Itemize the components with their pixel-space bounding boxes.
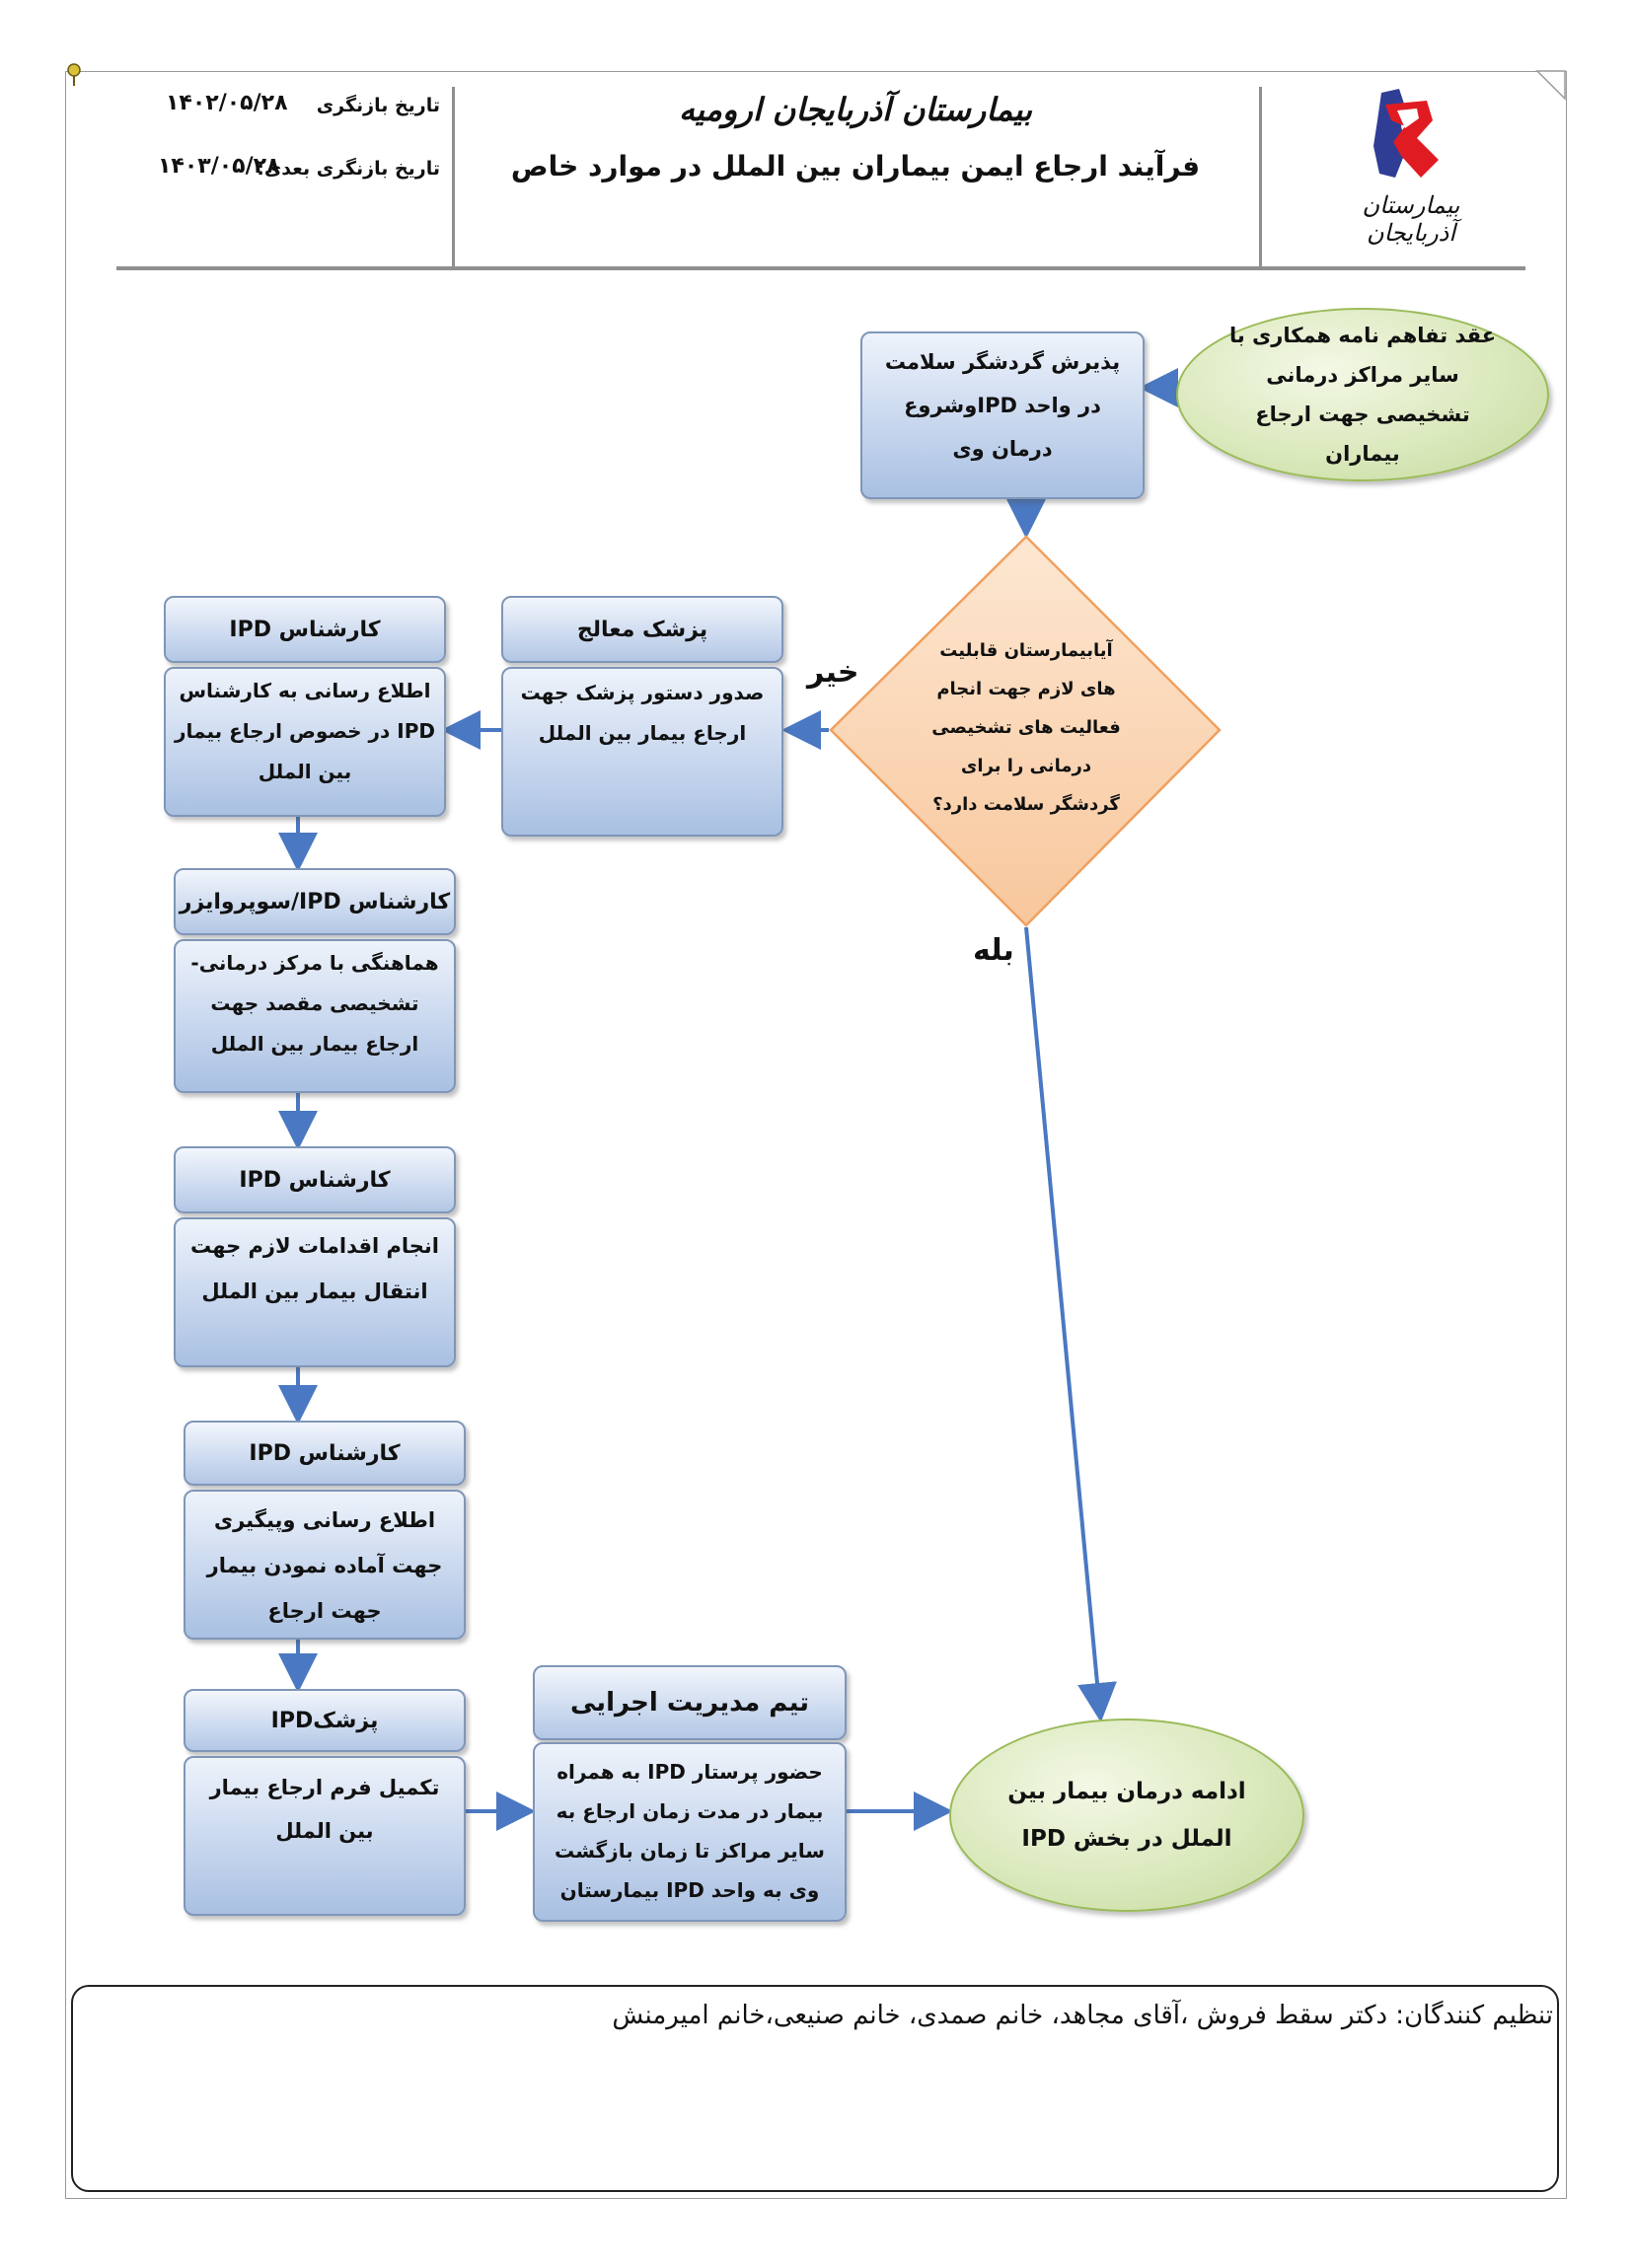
exec-team-task: حضور پرستار IPD به همراه بیمار در مدت زمان ارجاع به سایر مراکز تا زمان بازگشت وی به واحد IPD بیمارستان [555,1760,825,1902]
start-oval [1176,308,1549,481]
process-title: فرآیند ارجاع ایمن بیماران بین الملل در موارد خاص [510,150,1201,183]
next-review-value: ۱۴۰۳/۰۵/۲۸ [158,154,280,179]
ipd-expert-2-role: کارشناس IPD [239,1167,391,1193]
admission-text: پذیرش گردشگر سلامت در واحد IPDوشروع درمان وی [884,350,1121,461]
no-label: خیر [807,655,859,690]
physician-role-box [501,596,783,663]
physician-role: پزشک معالج [576,617,708,642]
decision-text: آیابیمارستان قابلیت های لازم جهت انجام فعالیت های تشخیصی درمانی را برای گردشگر سلامت دارد؟ [931,640,1121,815]
ipd-supervisor-role-box [174,868,456,935]
end-oval-text: ادامه درمان بیمار بین الملل در بخش IPD [1007,1779,1246,1852]
ipd-expert-3-role-box [184,1421,466,1486]
ipd-physician-task: تکمیل فرم ارجاع بیمار بین الملل [209,1776,440,1843]
ipd-expert-1-task: اطلاع رسانی به کارشناس IPD در خصوص ارجاع بیمار بین الملل [175,679,435,783]
ipd-physician-role-box [184,1689,466,1752]
ipd-physician-role: پزشکIPD [270,1708,379,1733]
yes-label: بله [973,933,1014,968]
physician-task: صدور دستور پزشک جهت ارجاع بیمار بین الملل [520,681,765,745]
hospital-name: بیمارستان آذربایجان ارومیه [678,91,1033,128]
prepared-by: تنظیم کنندگان: دکتر سقط فروش ،آقای مجاهد، خانم صمدی، خانم صنیعی،خانم امیرمنش [612,2001,1553,2030]
exec-team-role: تیم مدیریت اجرایی [570,1688,810,1718]
next-review-label: تاریخ بازنگری بعدی: [257,158,440,180]
ipd-supervisor-role: کارشناس IPD/سوپروایزر [179,889,451,915]
arrow-decision-yes-to-end [1026,927,1100,1715]
end-oval [949,1719,1304,1912]
ipd-expert-1-role-box [164,596,446,663]
review-date-value: ۱۴۰۲/۰۵/۲۸ [166,91,288,115]
ipd-expert-3-task: اطلاع رسانی وپیگیری جهت آماده نمودن بیمار جهت ارجاع [206,1508,443,1623]
start-oval-text: عقد تفاهم نامه همکاری با سایر مراکز درمانی تشخیصی جهت ارجاع بیماران [1228,324,1497,466]
ipd-expert-3-role: کارشناس IPD [249,1440,401,1466]
review-date-label: تاریخ بازنگری [316,95,440,116]
ipd-expert-1-role: کارشناس IPD [229,617,381,642]
exec-team-role-box [533,1665,847,1740]
ipd-expert-2-role-box [174,1146,456,1213]
ipd-expert-2-task: انجام اقدامات لازم جهت انتقال بیمار بین الملل [189,1234,440,1303]
ipd-supervisor-task: هماهنگی با مرکز درمانی- تشخیصی مقصد جهت ارجاع بیمار بین الملل [190,951,439,1056]
logo-text: بیمارستان آذربایجان [1362,191,1460,247]
